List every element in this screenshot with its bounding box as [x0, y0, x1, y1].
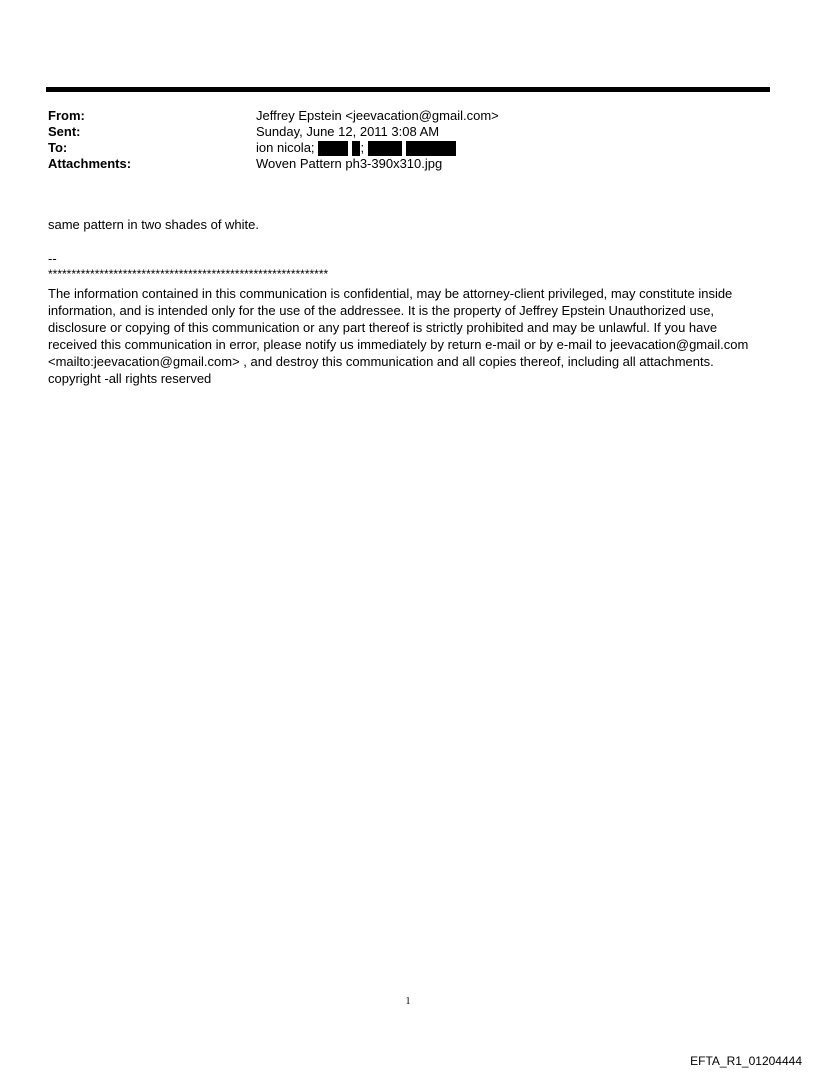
email-header — [48, 108, 768, 172]
signature-dashes: -- — [48, 251, 57, 266]
to-row — [48, 140, 768, 156]
from-value: Jeffrey Epstein <jeevacation@gmail.com> — [256, 108, 499, 123]
sent-value: Sunday, June 12, 2011 3:08 AM — [256, 124, 440, 139]
confidentiality-disclaimer: The information contained in this communication is confidential, may be attorney-client privileged, may constitute inside information, and is intended only for the use of the addressee. It is the property of Jeffrey Epstein Unauthorized use, disclosure or copying of this communication or any part thereof is strictly prohibited and may be unlawful. If you have received this communication in error, please notify us immediately by return e-mail or by e-mail to jeevacation@gmail.com <mailto:jeevacation@gmail.com> , and destroy this communication and all copies thereof, including all attachments. copyright -all rights reserved — [48, 286, 749, 386]
redaction-block — [318, 141, 348, 156]
redaction-block — [352, 141, 360, 156]
redaction-block — [368, 141, 402, 156]
page-number: 1 — [405, 996, 411, 1007]
from-row — [48, 108, 768, 124]
sent-label: Sent: — [48, 124, 81, 139]
from-label: From: — [48, 108, 85, 123]
email-body — [48, 216, 768, 387]
message-text: same pattern in two shades of white. — [48, 217, 260, 232]
document-id: EFTA_R1_01204444 — [690, 1054, 802, 1068]
attachments-row — [48, 156, 768, 172]
to-value — [256, 140, 768, 156]
recipient-separator: ; — [360, 140, 365, 155]
signature-stars: ************************************************************ — [48, 267, 329, 281]
redaction-block — [406, 141, 456, 156]
to-label: To: — [48, 140, 68, 155]
attachment-filename: Woven Pattern ph3-390x310.jpg — [256, 156, 443, 171]
sent-row — [48, 124, 768, 140]
to-recipient-prefix: ion nicola; — [256, 140, 315, 155]
header-rule — [46, 87, 770, 92]
attachments-label: Attachments: — [48, 156, 132, 171]
